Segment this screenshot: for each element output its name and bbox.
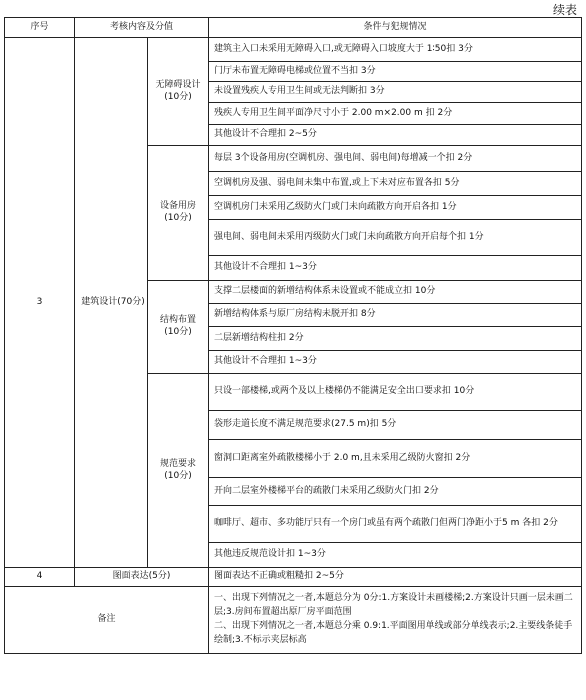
header-content: 考核内容及分值 bbox=[75, 18, 209, 38]
criterion: 门厅未布置无障碍电梯或位置不当扣 3分 bbox=[209, 62, 582, 82]
criterion: 咖啡厅、超市、多功能厅只有一个房门或虽有两个疏散门但两门净距小于5 m 各扣 2分 bbox=[209, 506, 582, 543]
group-points: (10分) bbox=[164, 470, 192, 481]
header-number: 序号 bbox=[5, 18, 75, 38]
remarks-row bbox=[5, 587, 582, 654]
remark-line: 一、出现下列情况之一者,本题总分为 0分:1.方案设计未画楼梯;2.方案设计只画一层未画二层;3.房间布置超出原厂房平面范围 bbox=[214, 593, 573, 618]
table-row bbox=[5, 568, 582, 587]
group-points: (10分) bbox=[164, 213, 192, 223]
criterion: 其他违反规范设计扣 1~3分 bbox=[209, 543, 582, 568]
criterion: 窗洞口距离室外疏散楼梯小于 2.0 m,且未采用乙级防火窗扣 2分 bbox=[209, 440, 582, 478]
section-category: 建筑设计(70分) bbox=[75, 38, 148, 568]
group-points: (10分) bbox=[164, 91, 192, 102]
remark-line: 二、出现下列情况之一者,本题总分乘 0.9:1.平面图用单线或部分单线表示;2.主要线条徒手绘制;3.不标示夹层标高 bbox=[214, 621, 573, 645]
criterion: 袋形走道长度不满足规范要求(27.5 m)扣 5分 bbox=[209, 411, 582, 440]
criterion: 二层新增结构柱扣 2分 bbox=[209, 327, 582, 351]
section-number: 3 bbox=[5, 38, 75, 568]
continued-label: 续表 bbox=[552, 3, 577, 17]
criterion: 每层 3个设备用房(空调机房、强电间、弱电间)每增减一个扣 2分 bbox=[209, 146, 582, 172]
criterion: 图面表达不正确或粗糙扣 2~5分 bbox=[209, 568, 582, 587]
group-name-accessibility bbox=[148, 38, 209, 146]
scoring-table bbox=[4, 17, 582, 654]
group-name-equipment bbox=[148, 146, 209, 281]
group-title: 无障碍设计 bbox=[155, 79, 201, 90]
header-conditions: 条件与犯规情况 bbox=[209, 18, 582, 38]
remarks-content bbox=[209, 587, 582, 654]
remarks-label: 备注 bbox=[5, 587, 209, 654]
criterion: 只设一部楼梯,或两个及以上楼梯仍不能满足安全出口要求扣 10分 bbox=[209, 374, 582, 411]
group-title: 规范要求 bbox=[160, 458, 197, 469]
section4-number: 4 bbox=[5, 568, 75, 587]
group-title: 结构布置 bbox=[160, 315, 197, 326]
header-row bbox=[5, 18, 582, 38]
criterion: 新增结构体系与原厂房结构未脱开扣 8分 bbox=[209, 304, 582, 327]
criterion: 未设置残疾人专用卫生间或无法判断扣 3分 bbox=[209, 82, 582, 103]
group-name-code-requirements bbox=[148, 374, 209, 568]
criterion: 其他设计不合理扣 2~5分 bbox=[209, 125, 582, 146]
group-title: 设备用房 bbox=[160, 201, 197, 212]
criterion: 其他设计不合理扣 1~3分 bbox=[209, 256, 582, 281]
criterion: 空调机房及强、弱电间未集中布置,或上下未对应布置各扣 5分 bbox=[209, 172, 582, 196]
criterion: 空调机房门未采用乙级防火门或门未向疏散方向开启各扣 1分 bbox=[209, 196, 582, 220]
section4-category: 图面表达(5分) bbox=[75, 568, 209, 587]
criterion: 其他设计不合理扣 1~3分 bbox=[209, 351, 582, 374]
criterion: 强电间、弱电间未采用丙级防火门或门未向疏散方向开启每个扣 1分 bbox=[209, 220, 582, 256]
criterion: 支撑二层楼面的新增结构体系未设置或不能成立扣 10分 bbox=[209, 281, 582, 304]
criterion: 残疾人专用卫生间平面净尺寸小于 2.00 m×2.00 m 扣 2分 bbox=[209, 103, 582, 125]
criterion: 建筑主入口未采用无障碍入口,或无障碍入口坡度大于 1∶50扣 3分 bbox=[209, 38, 582, 62]
group-name-structure bbox=[148, 281, 209, 374]
table-row bbox=[5, 38, 582, 62]
group-points: (10分) bbox=[164, 327, 192, 337]
criterion: 开向二层室外楼梯平台的疏散门未采用乙级防火门扣 2分 bbox=[209, 478, 582, 506]
